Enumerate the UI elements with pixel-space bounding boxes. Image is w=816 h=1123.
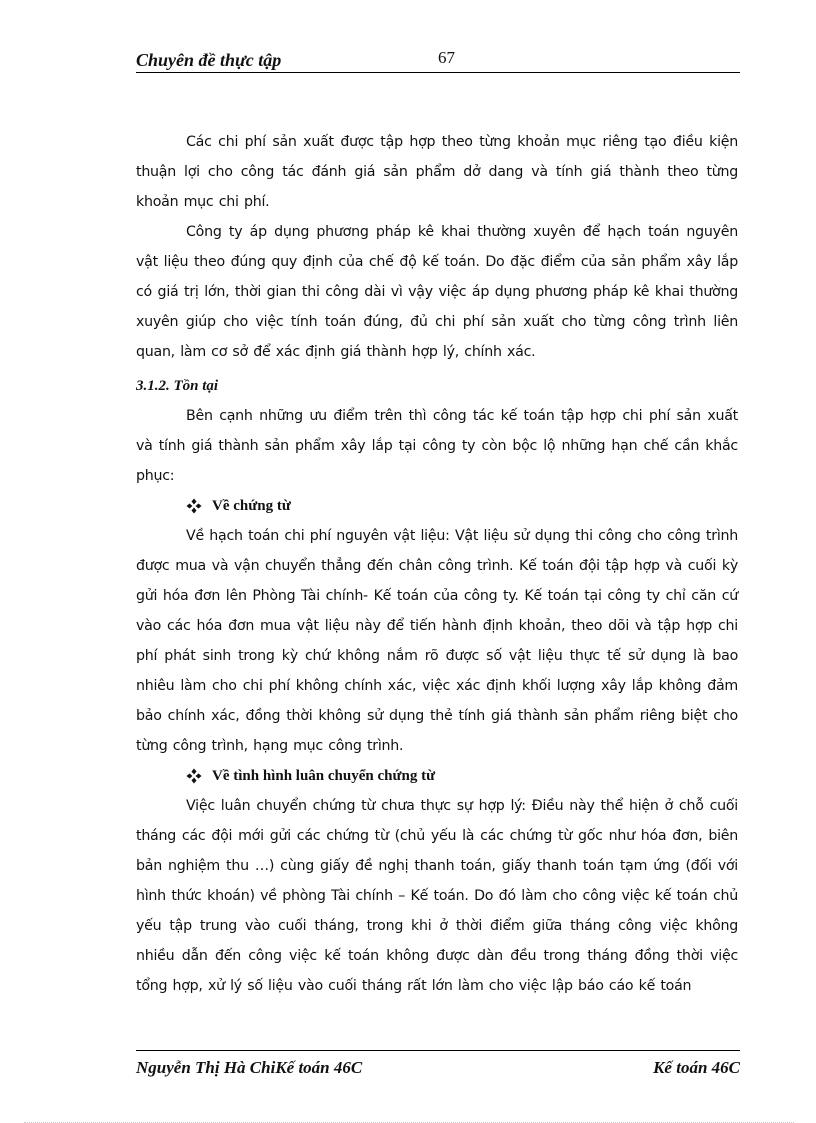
paragraph-limitations-intro: Bên cạnh những ưu điểm trên thì công tác kế toán tập hợp chi phí sản xuất và tính giá thành sản phẩm xây lắp tại công ty còn bộc lộ những hạn chế cần khắc phục: — [136, 408, 738, 484]
footer-class: Kế toán 46C — [653, 1058, 740, 1077]
bullet-document-flow-label: Về tình hình luân chuyển chứng từ — [212, 768, 436, 784]
page-header — [136, 46, 740, 73]
bullet-documents — [136, 491, 738, 521]
page-body — [136, 127, 738, 1001]
header-title: Chuyên đề thực tập — [136, 50, 282, 70]
footer-author: Nguyễn Thị Hà ChiKế toán 46C — [136, 1058, 363, 1077]
paragraph-material-costs: Về hạch toán chi phí nguyên vật liệu: Vật liệu sử dụng thi công cho công trình được mua và vận chuyển thẳng đến chân công trình. Kế toán đội tập hợp và cuối kỳ gửi hóa đơn lên Phòng Tài chính- Kế toán của công ty. Kế toán tại công ty chỉ căn cứ vào các hóa đơn mua vật liệu này để tiến hành định khoản, theo dõi và tập hợp chi phí phát sinh trong kỳ chứ không nắm rõ được số vật liệu thực tế sử dụng là bao nhiêu làm cho chi phí không chính xác, việc xác định khối lượng xây lắp không đảm bảo chính xác, đồng thời không sử dụng thẻ tính giá thành sản phẩm riêng biệt cho từng công trình, hạng mục công trình. — [136, 528, 738, 754]
four-diamond-bullet-icon — [186, 768, 202, 784]
paragraph-cost-tracking: Các chi phí sản xuất được tập hợp theo từng khoản mục riêng tạo điều kiện thuận lợi cho công tác đánh giá sản phẩm dở dang và tính giá thành theo từng khoản mục chi phí. — [136, 134, 738, 210]
four-diamond-bullet-icon — [186, 498, 202, 514]
paragraph-document-flow: Việc luân chuyển chứng từ chưa thực sự hợp lý: Điều này thể hiện ở chỗ cuối tháng các đội mới gửi các chứng từ (chủ yếu là các chứng từ gốc như hóa đơn, biên bản nghiệm thu …) cùng giấy đề nghị thanh toán, giấy thanh toán tạm ứng (đối với hình thức khoán) về phòng Tài chính – Kế toán. Do đó làm cho công việc kế toán chủ yếu tập trung vào cuối tháng, trong khi ở thời điểm giữa tháng công việc không nhiều dẫn đến công việc kế toán không được dàn đều trong tháng đồng thời việc tổng hợp, xử lý số liệu vào cuối tháng rất lớn làm cho việc lập báo cáo kế toán — [136, 798, 738, 994]
paragraph-inventory-method: Công ty áp dụng phương pháp kê khai thường xuyên để hạch toán nguyên vật liệu theo đúng quy định của chế độ kế toán. Do đặc điểm của sản phẩm xây lắp có giá trị lớn, thời gian thi công dài vì vậy việc áp dụng phương pháp kê khai thường xuyên giúp cho việc tính toán đúng, đủ chi phí sản xuất cho từng công trình liên quan, làm cơ sở để xác định giá thành hợp lý, chính xác. — [136, 224, 738, 360]
section-heading: 3.1.2. Tồn tại — [136, 378, 219, 394]
bullet-documents-label: Về chứng từ — [212, 498, 291, 514]
page-footer — [136, 1050, 740, 1079]
page-number: 67 — [438, 48, 455, 67]
bullet-document-flow — [136, 761, 738, 791]
